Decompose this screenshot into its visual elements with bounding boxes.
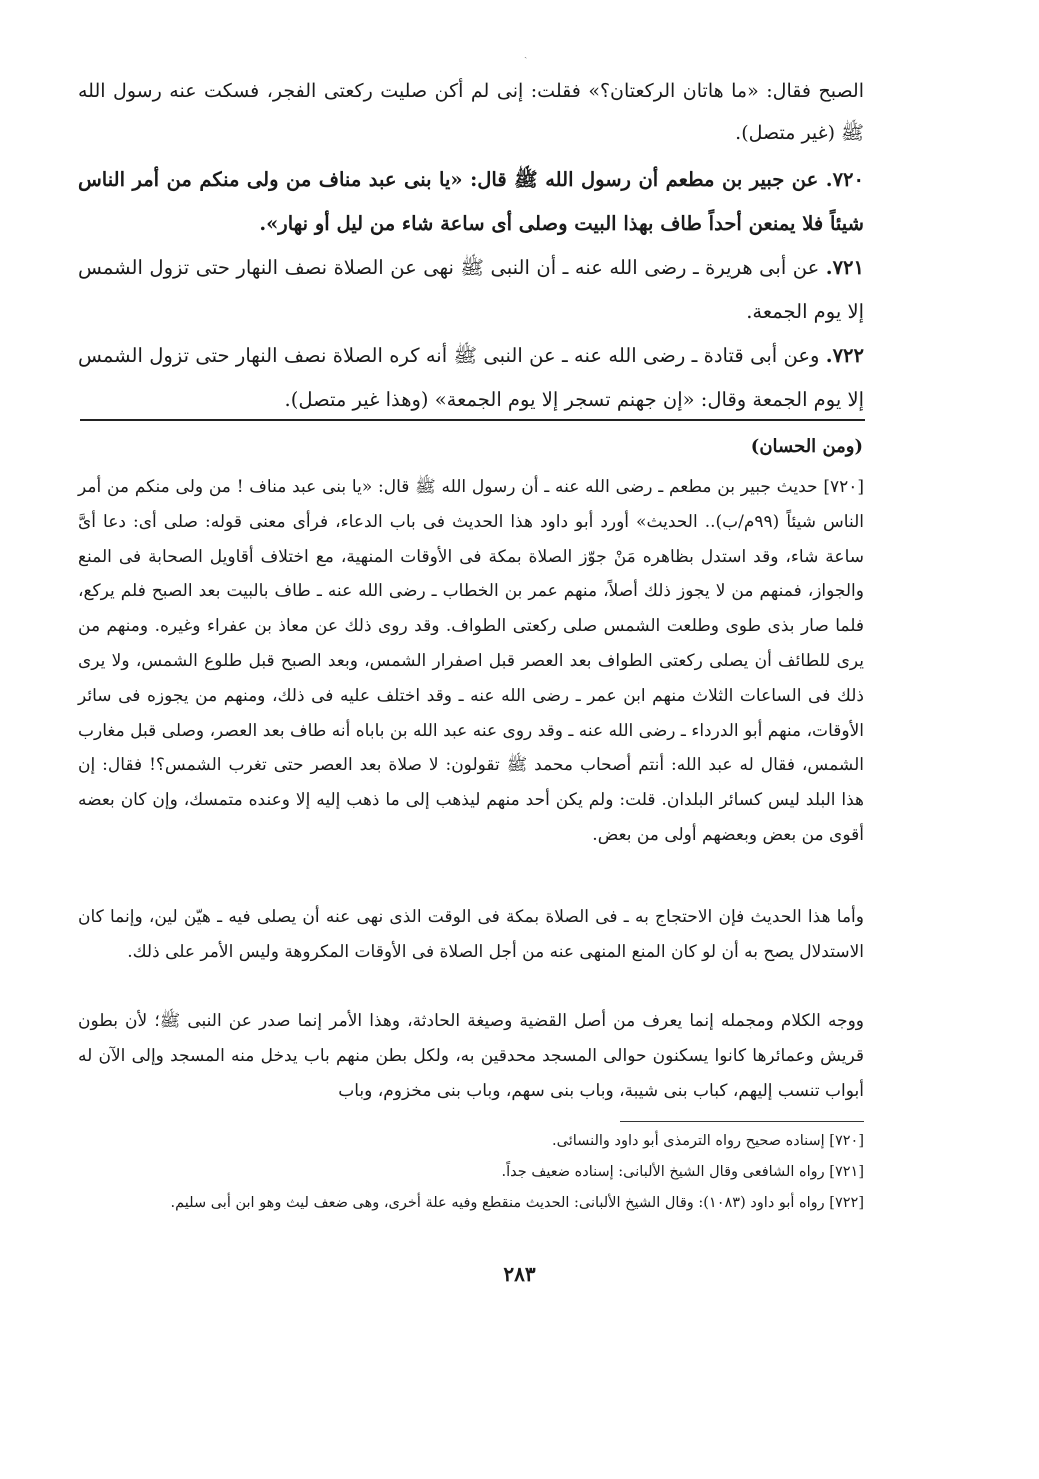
continued-paragraph: [78, 70, 864, 154]
hadith-number: ٧٢١.: [825, 256, 864, 279]
continued-paragraph-text: الصبح فقال: «ما هاتان الركعتان؟» فقلت: إنى لم أكن صليت ركعتى الفجر، فسكت عنه رسول الله ﷺ (غير متصل).: [78, 80, 864, 144]
hadith-number: ٧٢٠.: [825, 168, 864, 191]
hadith-720: [78, 158, 864, 246]
hadith-722: [78, 334, 864, 422]
commentary-paragraph: [78, 470, 864, 853]
commentary-text: [٧٢٠] حديث جبير بن مطعم ـ رضى الله عنه ـ أن رسول الله ﷺ قال: «يا بنى عبد مناف ! من ولى منكم من أمر الناس شيئاً (٩٩م/ب).. الحديث» أورد أبو داود هذا الحديث فى باب الدعاء، فرأى معنى قوله: صلى أى: دعا أىَّ ساعة شاء، وقد استدل بظاهره مَنْ جوّز الصلاة بمكة فى الأوقات المنهية، مع اختلاف أقاويل الصحابة فى المنع والجواز، فمنهم من لا يجوز ذلك أصلاً، منهم عمر بن الخطاب ـ رضى الله عنه ـ طاف بالبيت بعد الصبح فلم يركع، فلما صار بذى طوى وطلعت الشمس صلى ركعتى الطواف. وقد روى ذلك عن معاذ بن عفراء وغيره. ومنهم من يرى للطائف أن يصلى ركعتى الطواف بعد العصر قبل اصفرار الشمس، وبعد الصبح قبل طلوع الشمس، ولا يرى ذلك فى الساعات الثلاث منهم ابن عمر ـ رضى الله عنه ـ وقد اختلف عليه فى ذلك، ومنهم من يجوزه فى سائر الأوقات، منهم أبو الدرداء ـ رضى الله عنه ـ وقد روى عنه عبد الله بن باباه أنه طاف بعد العصر، وصلى قبل مغارب الشمس، فقال له عبد الله: أنتم أصحاب محمد ﷺ تقولون: لا صلاة بعد العصر حتى تغرب الشمس؟! فقال: إن هذا البلد ليس كسائر البلدان. قلت: ولم يكن أحد منهم ليذهب إلى ما ذهب إليه إلا وعنده متمسك، وإن كان بعضه أقوى من بعض وبعضهم أولى من بعض.: [78, 477, 865, 845]
hadith-text: عن أبى هريرة ـ رضى الله عنه ـ أن النبى ﷺ نهى عن الصلاة نصف النهار حتى تزول الشمس إلا يوم الجمعة.: [78, 256, 864, 323]
footnotes: [78, 1126, 864, 1219]
commentary-text: ووجه الكلام ومجمله إنما يعرف من أصل القضية وصيغة الحادثة، وهذا الأمر إنما صدر عن النبى ﷺ؛ لأن بطون قريش وعمائرها كانوا يسكنون حوالى المسجد محدقين به، ولكل بطن منهم باب يدخل منه المسجد وإلى الآن له أبواب تنسب إليهم، كباب بنى شيبة، وباب بنى سهم، وباب بنى مخزوم، وباب: [78, 1011, 864, 1101]
footnote-divider: [620, 1121, 864, 1122]
footnote: [٧٢١] رواه الشافعى وقال الشيخ الألبانى: إسناده ضعيف جداً.: [501, 1164, 864, 1180]
hadith-text: عن جبير بن مطعم أن رسول الله ﷺ قال: «يا بنى عبد مناف من ولى منكم من أمر الناس شيئاً فلا يمنعن أحداً طاف بهذا البيت وصلى أى ساعة شاء من ليل أو نهار».: [78, 168, 864, 235]
footnote: [٧٢٠] إسناده صحيح رواه الترمذى أبو داود والنسائى.: [552, 1133, 864, 1149]
commentary-paragraph: [78, 1004, 864, 1108]
page-number: ٢٨٣: [503, 1262, 536, 1286]
hadith-text: وعن أبى قتادة ـ رضى الله عنه ـ عن النبى ﷺ أنه كره الصلاة نصف النهار حتى تزول الشمس إلا يوم الجمعة وقال: «إن جهنم تسجر إلا يوم الجمعة» (وهذا غير متصل).: [78, 344, 864, 411]
commentary-title: (ومن الحسان): [750, 436, 863, 457]
hadith-number: ٧٢٢.: [825, 344, 864, 367]
commentary-paragraph: [78, 900, 864, 970]
section-divider: [80, 419, 865, 421]
footnote: [٧٢٢] رواه أبو داود (١٠٨٣): وقال الشيخ الألبانى: الحديث منقطع وفيه علة أخرى، وهى ضعف ليث وهو ابن أبى سليم.: [170, 1195, 864, 1211]
scan-mark: ˎ: [524, 48, 528, 59]
commentary-text: وأما هذا الحديث فإن الاحتجاج به ـ فى الصلاة بمكة فى الوقت الذى نهى عنه أن يصلى فيه ـ هيّن لين، وإنما كان الاستدلال يصح به أن لو كان المنع المنهى عنه من أجل الصلاة فى الأوقات المكروهة وليس الأمر على ذلك.: [78, 907, 864, 962]
hadith-721: [78, 246, 864, 334]
